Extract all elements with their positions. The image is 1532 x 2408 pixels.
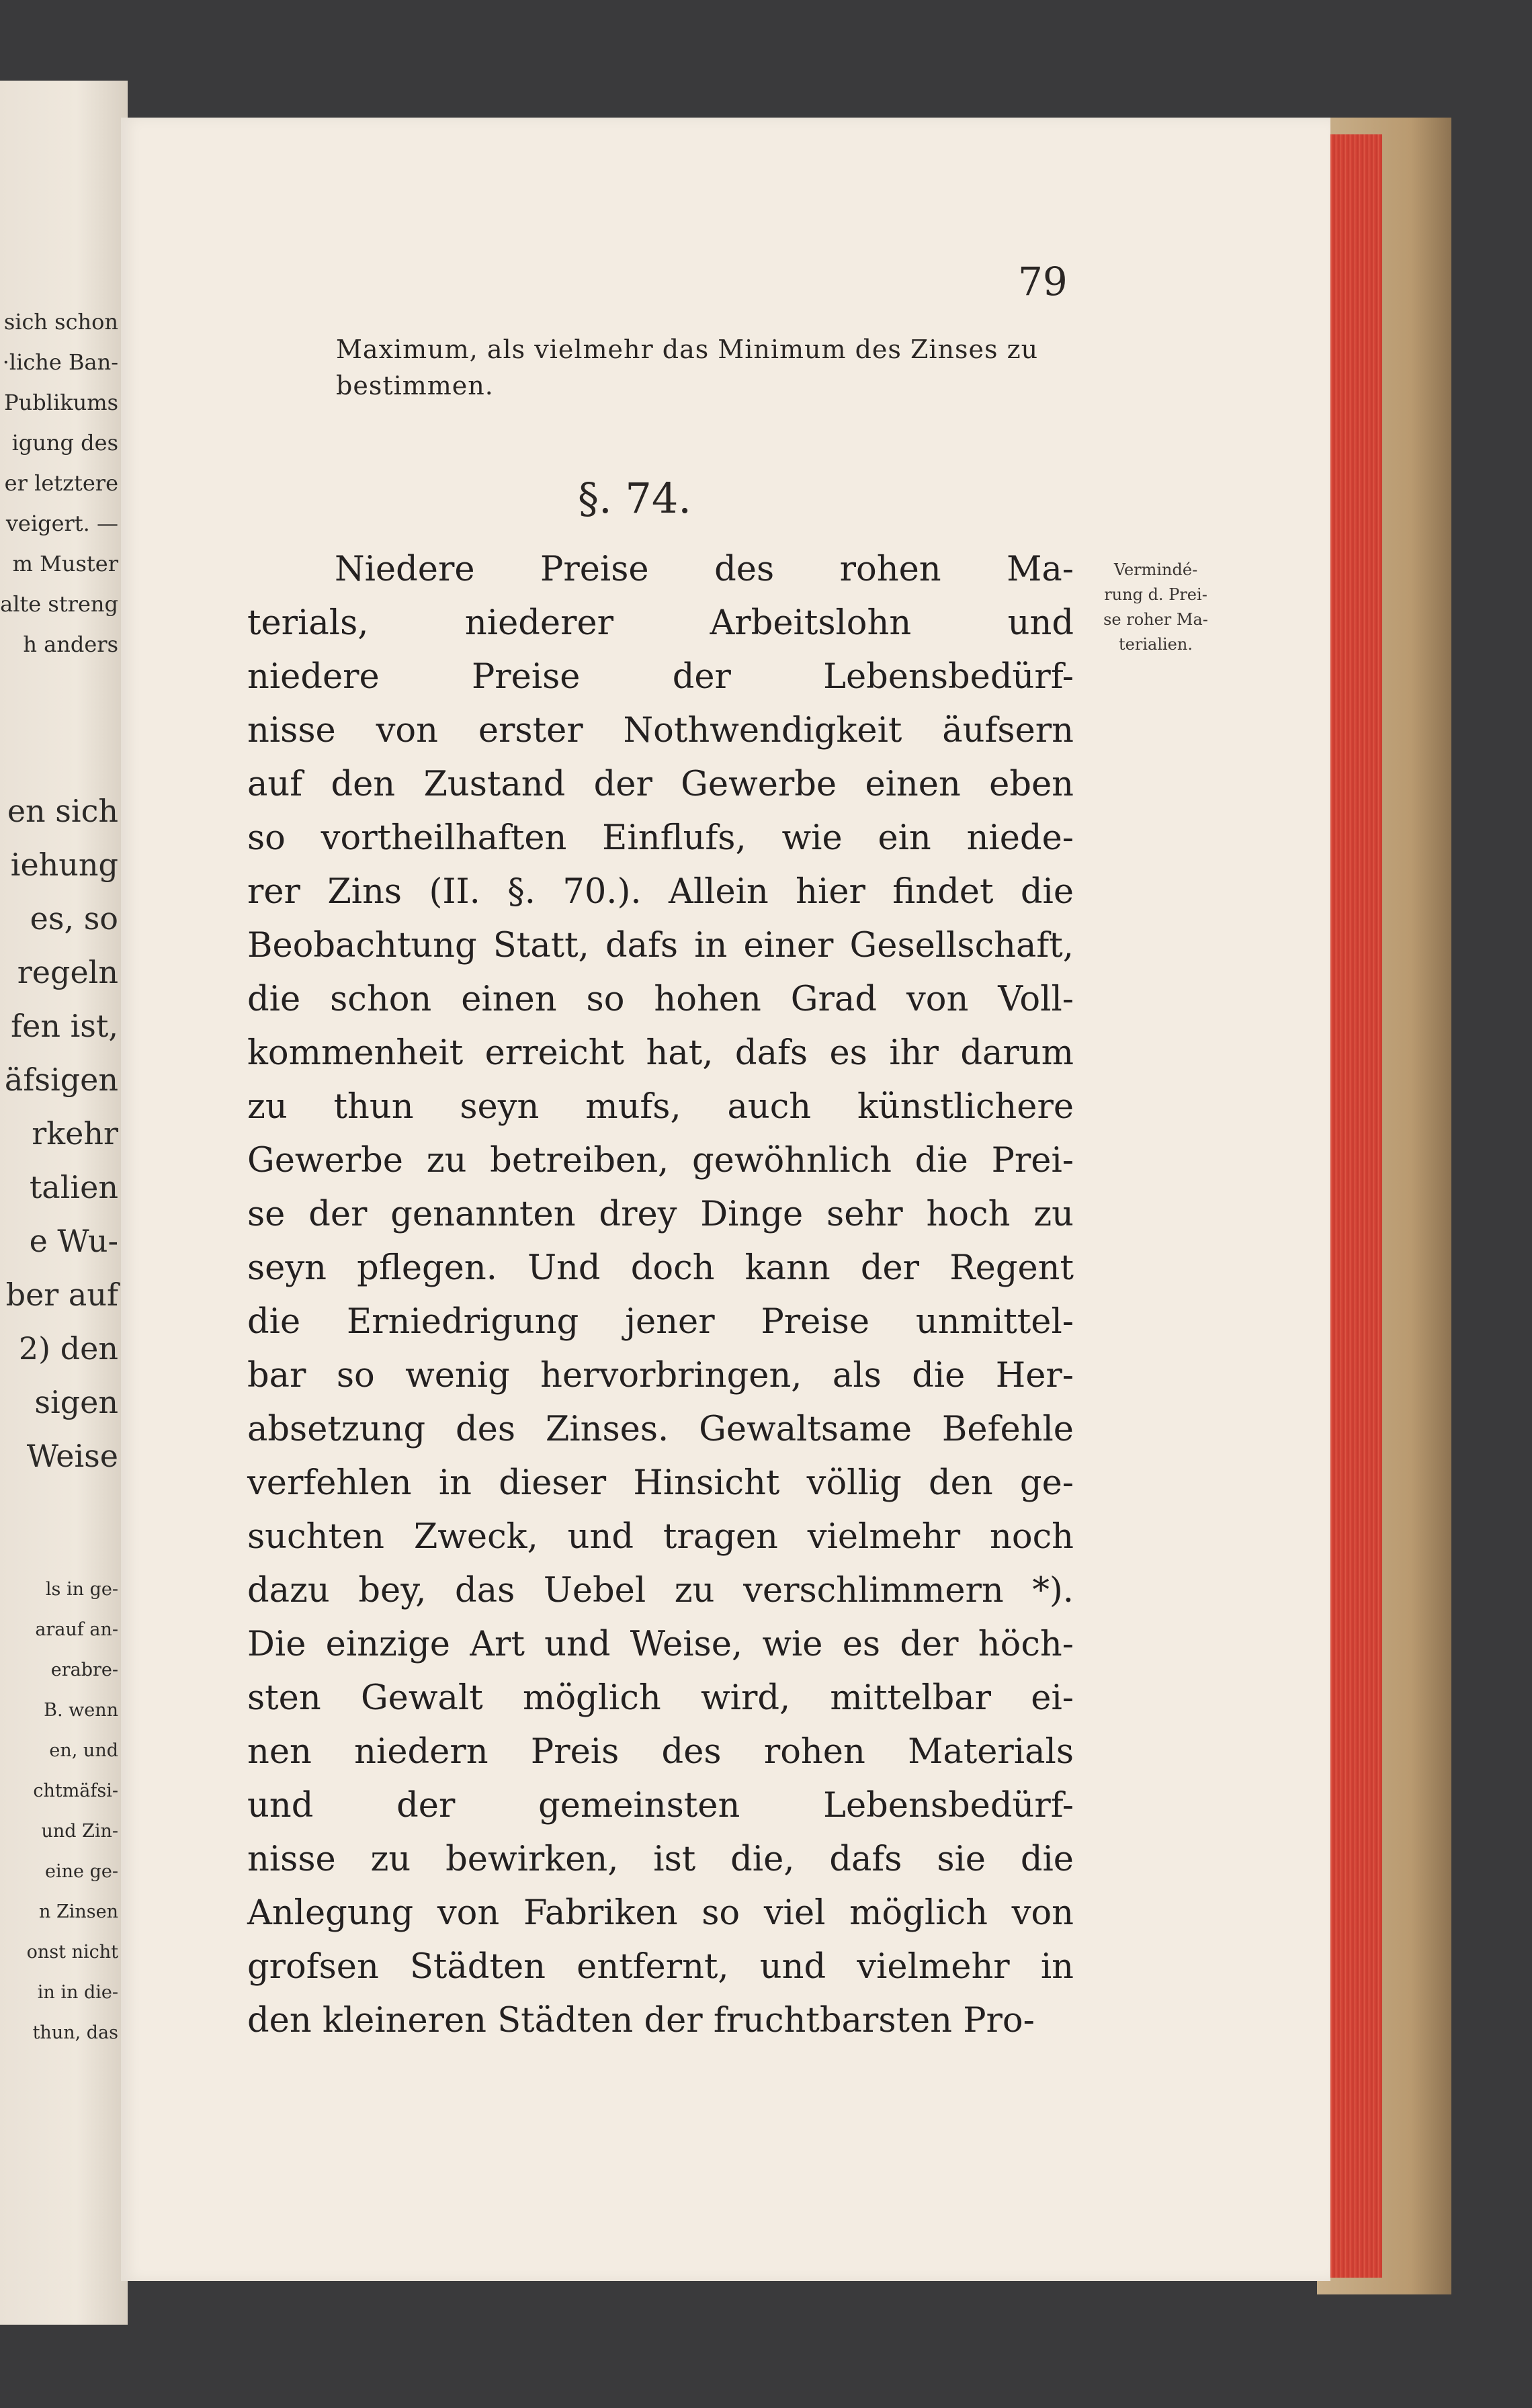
facing-page-line: und Zin- bbox=[41, 1821, 118, 1842]
facing-page-line: n Zinsen bbox=[39, 1901, 118, 1922]
facing-page-line: sigen bbox=[34, 1384, 118, 1420]
body-line: rer Zins (II. §. 70.). Allein hier findet die bbox=[247, 872, 1074, 912]
facing-page-line: Weise bbox=[26, 1438, 118, 1474]
carryover-text: Maximum, als vielmehr das Minimum des Zinses zu bestimmen. bbox=[336, 335, 1039, 400]
body-line: absetzung des Zinses. Gewaltsame Befehle bbox=[247, 1410, 1074, 1449]
body-line: den kleineren Städten der fruchtbarsten Pro- bbox=[247, 2001, 1035, 2040]
facing-page-line: B. wenn bbox=[44, 1700, 118, 1721]
body-line: auf den Zustand der Gewerbe einen eben bbox=[247, 765, 1074, 804]
facing-page-line: iehung bbox=[10, 847, 118, 883]
body-line: Die einzige Art und Weise, wie es der höch- bbox=[247, 1625, 1074, 1664]
facing-page-line: chtmäfsi- bbox=[33, 1780, 118, 1801]
body-line: terials, niederer Arbeitslohn und bbox=[247, 603, 1074, 643]
facing-page-line: igung des bbox=[11, 430, 118, 456]
facing-page-line: Publikums bbox=[4, 390, 118, 415]
marginal-note-line: terialien. bbox=[1119, 635, 1193, 654]
facing-page-line: er letztere bbox=[4, 470, 118, 496]
body-line: und der gemeinsten Lebensbedürf- bbox=[247, 1786, 1074, 1825]
marginal-note-line: se roher Ma- bbox=[1103, 610, 1208, 629]
body-text bbox=[247, 543, 1074, 2048]
body-line: Anlegung von Fabriken so viel möglich von bbox=[247, 1893, 1074, 1933]
body-line: bar so wenig hervorbringen, als die Her- bbox=[247, 1356, 1074, 1395]
body-line: dazu bey, das Uebel zu verschlimmern *). bbox=[247, 1571, 1074, 1610]
body-line: se der genannten drey Dinge sehr hoch zu bbox=[247, 1195, 1074, 1234]
page-number: 79 bbox=[1018, 259, 1068, 304]
body-line: suchten Zweck, und tragen vielmehr noch bbox=[247, 1517, 1074, 1557]
body-line: verfehlen in dieser Hinsicht völlig den ge- bbox=[247, 1463, 1074, 1503]
section-heading: §. 74. bbox=[578, 474, 692, 523]
facing-page-line: h anders bbox=[23, 632, 118, 657]
facing-page-line: en, und bbox=[49, 1740, 118, 1761]
facing-page-line: m Muster bbox=[12, 551, 118, 576]
body-line: Beobachtung Statt, dafs in einer Gesellschaft, bbox=[247, 926, 1074, 965]
body-line: grofsen Städten entfernt, und vielmehr in bbox=[247, 1947, 1074, 1987]
facing-page-line: thun, das bbox=[32, 2022, 118, 2043]
facing-page-line: eine ge- bbox=[45, 1861, 118, 1882]
facing-page-line: e Wu- bbox=[29, 1223, 118, 1259]
body-line: nisse zu bewirken, ist die, dafs sie die bbox=[247, 1840, 1074, 1879]
facing-page-line: en sich bbox=[7, 793, 118, 829]
facing-page-line: äfsigen bbox=[4, 1062, 118, 1098]
facing-page-line: regeln bbox=[17, 954, 118, 990]
facing-page-line: rkehr bbox=[32, 1115, 118, 1152]
body-line: die schon einen so hohen Grad von Voll- bbox=[247, 980, 1074, 1019]
facing-page-line: sich schon bbox=[3, 309, 118, 335]
facing-page-line: onst nicht bbox=[26, 1942, 118, 1963]
facing-page-line: es, so bbox=[30, 900, 118, 937]
marginal-note-line: Vermindé- bbox=[1113, 560, 1198, 579]
facing-page-line: 2) den bbox=[18, 1330, 118, 1367]
facing-page-left bbox=[0, 81, 128, 2325]
facing-page-line: ·liche Ban- bbox=[2, 349, 118, 375]
body-line: Gewerbe zu betreiben, gewöhnlich die Prei- bbox=[247, 1141, 1074, 1180]
marginal-note-line: rung d. Prei- bbox=[1104, 585, 1207, 604]
facing-page-line: talien bbox=[29, 1169, 118, 1205]
body-line: sten Gewalt möglich wird, mittelbar ei- bbox=[247, 1678, 1074, 1718]
facing-page-line: arauf an- bbox=[35, 1619, 118, 1640]
facing-page-line: veigert. — bbox=[5, 511, 118, 536]
red-page-edges bbox=[1327, 134, 1382, 2278]
body-line: die Erniedrigung jener Preise unmittel- bbox=[247, 1302, 1074, 1342]
body-line: niedere Preise der Lebensbedürf- bbox=[247, 657, 1074, 697]
facing-page-line: alte streng bbox=[0, 591, 118, 617]
facing-page-line: ls in ge- bbox=[45, 1579, 118, 1600]
facing-page-line: ber auf bbox=[5, 1277, 118, 1313]
marginal-note bbox=[1082, 558, 1230, 657]
facing-page-line: in in die- bbox=[37, 1982, 118, 2003]
body-line: so vortheilhaften Einflufs, wie ein niede- bbox=[247, 818, 1074, 858]
body-line: seyn pflegen. Und doch kann der Regent bbox=[247, 1248, 1074, 1288]
facing-page-line: fen ist, bbox=[11, 1008, 118, 1044]
body-line: nen niedern Preis des rohen Materials bbox=[247, 1732, 1074, 1772]
body-line: nisse von erster Nothwendigkeit äufsern bbox=[247, 711, 1074, 750]
body-line: Niedere Preise des rohen Ma- bbox=[335, 550, 1074, 589]
body-line: kommenheit erreicht hat, dafs es ihr darum bbox=[247, 1033, 1074, 1073]
body-line: zu thun seyn mufs, auch künstlichere bbox=[247, 1087, 1074, 1127]
facing-page-line: erabre- bbox=[50, 1660, 118, 1680]
